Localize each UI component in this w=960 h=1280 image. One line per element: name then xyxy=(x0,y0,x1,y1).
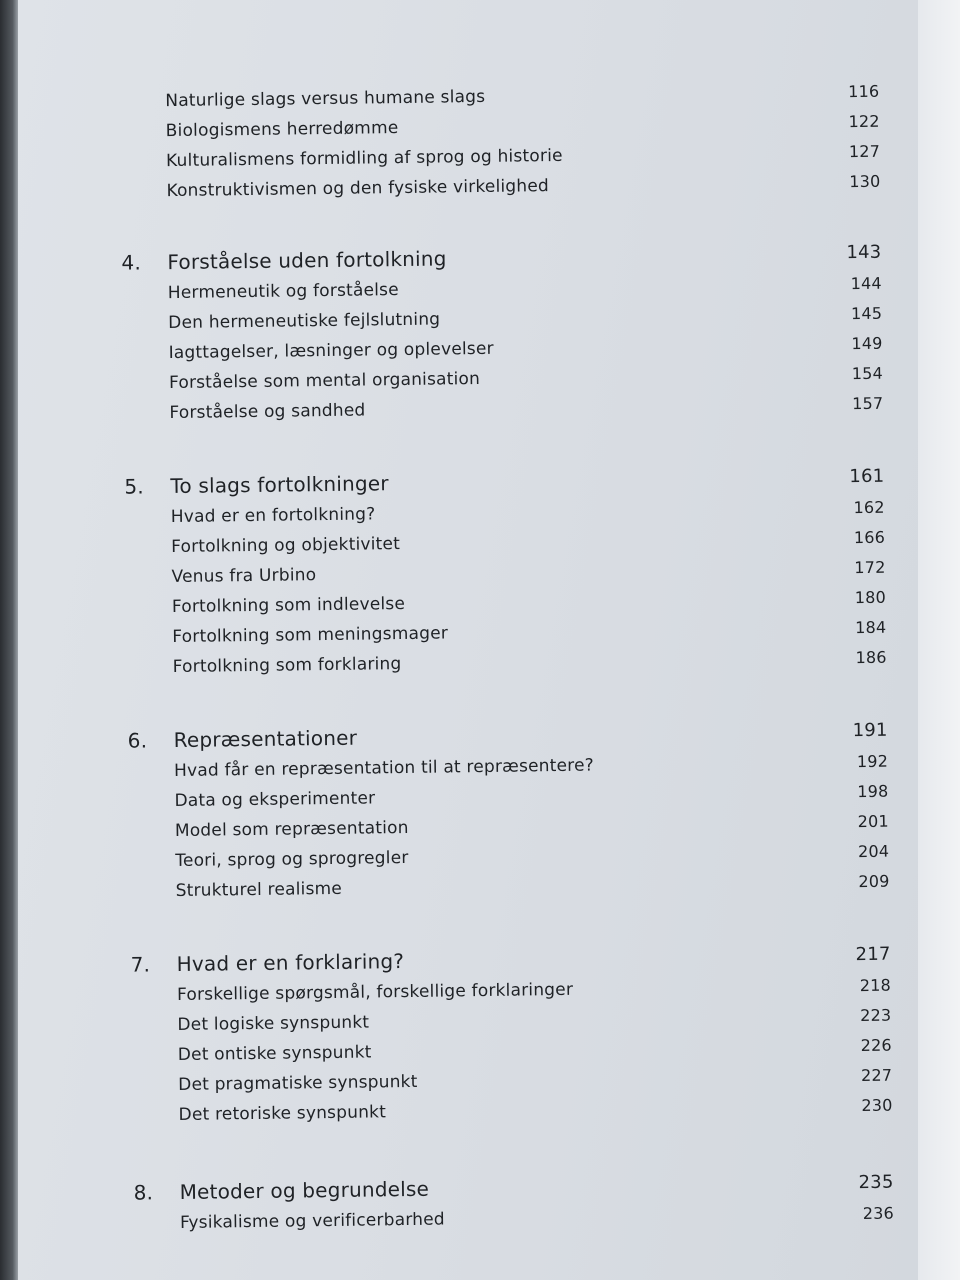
entry-page: 116 xyxy=(848,81,880,102)
entry-title: Fortolkning som forklaring xyxy=(172,654,402,678)
chapter-page: 217 xyxy=(855,943,891,966)
entry-title: Det pragmatiske synspunkt xyxy=(178,1071,418,1095)
entry-title: Forståelse som mental organisation xyxy=(168,368,481,394)
entry-page: 236 xyxy=(862,1203,895,1224)
entry-page: 122 xyxy=(848,111,880,132)
entry-page: 127 xyxy=(848,141,881,162)
table-of-contents xyxy=(18,0,935,1280)
toc-chapter-5 xyxy=(124,461,887,683)
entry-page: 209 xyxy=(858,871,890,892)
entry-title: Fortolkning som meningsmager xyxy=(172,623,449,648)
entry-page: 184 xyxy=(855,617,887,638)
entry-title: Biologismens herredømme xyxy=(165,118,399,142)
toc-chapter-6 xyxy=(127,715,889,907)
entry-page: 154 xyxy=(851,363,884,384)
toc-chapter-4 xyxy=(121,237,883,429)
entry-title: Teori, sprog og sprogregler xyxy=(175,847,409,872)
chapter-title: Forståelse uden fortolkning xyxy=(167,246,447,275)
entry-page: 186 xyxy=(855,647,887,668)
toc-chapter-8 xyxy=(133,1167,894,1239)
entry-page: 227 xyxy=(860,1065,893,1086)
entry-page: 223 xyxy=(860,1005,892,1026)
entry-page: 218 xyxy=(859,975,892,996)
entry-title: Den hermeneutiske fejlslutning xyxy=(168,309,441,334)
entry-title: Data og eksperimenter xyxy=(174,788,376,812)
chapter-title: To slags fortolkninger xyxy=(170,471,389,499)
entry-title: Hermeneutik og forståelse xyxy=(167,280,399,304)
chapter-title: Metoder og begrundelse xyxy=(179,1176,430,1204)
entry-title: Det ontiske synspunkt xyxy=(177,1042,372,1065)
chapter-number: 8. xyxy=(133,1180,154,1205)
entry-title: Naturlige slags versus humane slags xyxy=(165,86,486,112)
entry-title: Strukturel realisme xyxy=(175,878,343,902)
chapter-page: 161 xyxy=(849,465,885,488)
entry-title: Forskellige spørgsmål, forskellige forklaringer xyxy=(176,979,574,1006)
chapter-title: Hvad er en forklaring? xyxy=(176,949,405,977)
entry-page: 149 xyxy=(851,333,883,354)
entry-title: Konstruktivismen og den fysiske virkelighed xyxy=(166,176,550,202)
book-page xyxy=(18,0,918,1280)
entry-page: 130 xyxy=(849,171,881,192)
entry-page: 230 xyxy=(861,1095,893,1116)
entry-page: 162 xyxy=(853,497,885,518)
entry-page: 192 xyxy=(856,751,889,772)
entry-title: Model som repræsentation xyxy=(174,817,409,842)
entry-page: 198 xyxy=(857,781,889,802)
chapter-number: 7. xyxy=(130,952,151,977)
entry-title: Det retoriske synspunkt xyxy=(178,1102,387,1125)
entry-page: 144 xyxy=(850,273,882,294)
chapter-number: 4. xyxy=(121,250,142,275)
entry-page: 172 xyxy=(854,557,886,578)
chapter-page: 235 xyxy=(858,1171,894,1194)
entry-title: Forståelse og sandhed xyxy=(169,400,366,424)
entry-title: Det logiske synspunkt xyxy=(177,1012,370,1036)
entry-title: Fysikalisme og verificerbarhed xyxy=(179,1209,445,1233)
entry-page: 157 xyxy=(852,393,884,414)
chapter-number: 5. xyxy=(124,474,145,499)
entry-title: Hvad får en repræsentation til at repræsentere? xyxy=(173,755,595,782)
entry-page: 145 xyxy=(850,303,883,324)
entry-title: Iagttagelser, læsninger og oplevelser xyxy=(168,338,494,364)
entry-title: Fortolkning som indlevelse xyxy=(171,593,406,618)
entry-title: Kulturalismens formidling af sprog og historie xyxy=(165,145,563,172)
book-spine-shadow xyxy=(0,0,18,1280)
entry-page: 166 xyxy=(853,527,886,548)
entry-title: Venus fra Urbino xyxy=(171,565,317,588)
page-right-edge xyxy=(918,0,960,1280)
chapter-number: 6. xyxy=(127,728,148,753)
entry-title: Hvad er en fortolkning? xyxy=(170,504,376,528)
chapter-title: Repræsentationer xyxy=(173,725,358,753)
chapter-page: 143 xyxy=(846,241,882,264)
entry-page: 226 xyxy=(860,1035,892,1056)
entry-page: 180 xyxy=(854,587,887,608)
chapter-page: 191 xyxy=(852,719,888,742)
toc-chapter-7 xyxy=(130,939,892,1131)
entry-page: 204 xyxy=(857,841,890,862)
entry-title: Fortolkning og objektivitet xyxy=(171,534,401,558)
toc-section-continued xyxy=(119,77,881,207)
entry-page: 201 xyxy=(857,811,889,832)
